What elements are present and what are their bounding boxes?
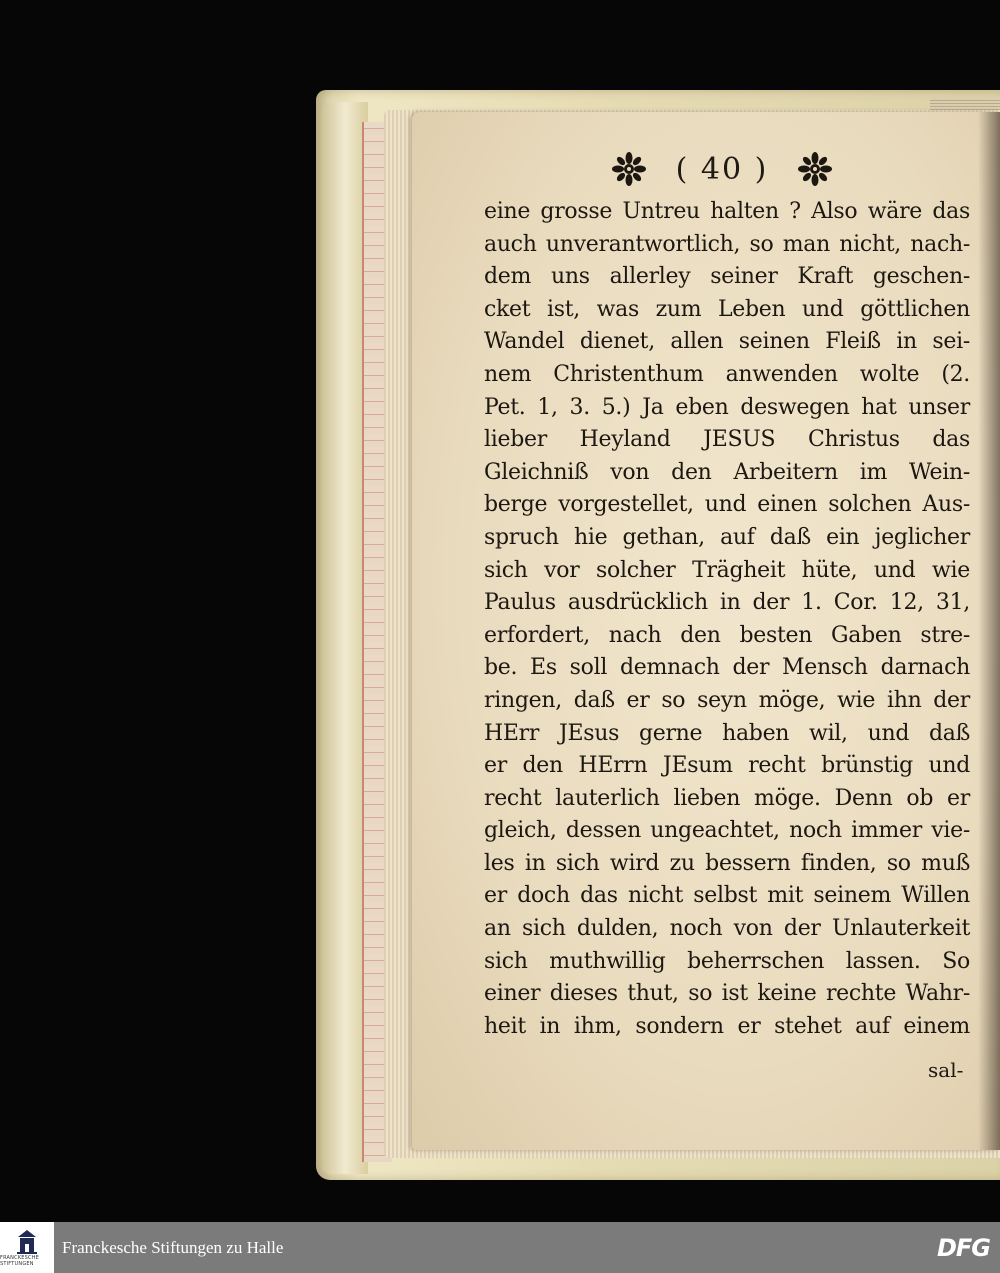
gutter-shadow — [978, 112, 1000, 1150]
text-line: spruch hie gethan, auf daß ein jeglicher — [484, 524, 970, 550]
institution-name[interactable]: Franckesche Stiftungen zu Halle — [62, 1237, 284, 1257]
text-line: HErr JEsus gerne haben wil, und daß — [484, 720, 970, 746]
text-line: gleich, dessen ungeachtet, noch immer vie- — [484, 818, 970, 844]
text-line: be. Es soll demnach der Mensch darnach — [484, 655, 970, 681]
text-line: er doch das nicht selbst mit seinem Willen — [484, 883, 970, 909]
page-number: ( 40 ) — [675, 151, 769, 187]
text-line: ringen, daß er so seyn möge, wie ihn der — [484, 687, 970, 713]
logo-text: FRANCKESCHE STIFTUNGEN — [0, 1254, 40, 1267]
text-line: Pet. 1, 3. 5.) Ja eben deswegen hat unser — [484, 394, 970, 420]
flower-ornament-icon — [798, 152, 832, 186]
text-line: lieber Heyland JESUS Christus das — [484, 427, 970, 453]
text-line: Wandel dienet, allen seinen Fleiß in sei- — [484, 329, 970, 355]
text-line: recht lauterlich lieben möge. Denn ob er — [484, 785, 970, 811]
text-line: einer dieses thut, so ist keine rechte Wahr- — [484, 981, 970, 1007]
dfg-logo[interactable]: DFG — [936, 1234, 990, 1262]
page-text — [484, 196, 970, 1043]
text-line: auch unverantwortlich, so man nicht, nach- — [484, 231, 970, 257]
text-line: Paulus ausdrücklich in der 1. Cor. 12, 31, — [484, 590, 970, 616]
footer-bar — [0, 1222, 1000, 1273]
text-line: an sich dulden, noch von der Unlauterkeit — [484, 916, 970, 942]
text-line: nem Christenthum anwenden wolte (2. — [484, 361, 970, 387]
institution-logo[interactable] — [0, 1222, 54, 1273]
text-line: Gleichniß von den Arbeitern im Wein- — [484, 459, 970, 485]
text-line: berge vorgestellet, und einen solchen Aus- — [484, 492, 970, 518]
flower-ornament-icon — [612, 152, 646, 186]
text-line: sich vor solcher Trägheit hüte, und wie — [484, 557, 970, 583]
text-line: er den HErrn JEsum recht brünstig und — [484, 753, 970, 779]
text-line: sich muthwillig beherrschen lassen. So — [484, 948, 970, 974]
text-line: eine grosse Untreu halten ? Also wäre das — [484, 199, 970, 224]
page-header — [612, 150, 832, 188]
text-line: les in sich wird zu bessern finden, so muß — [484, 850, 970, 876]
building-icon — [16, 1229, 38, 1255]
text-line: heit in ihm, sondern er stehet auf einem — [484, 1013, 970, 1039]
text-line: erfordert, nach den besten Gaben stre- — [484, 622, 970, 648]
catchword: sal- — [928, 1058, 964, 1082]
text-line: dem uns allerley seiner Kraft geschen- — [484, 264, 970, 290]
text-line: cket ist, was zum Leben und göttlichen — [484, 296, 970, 322]
